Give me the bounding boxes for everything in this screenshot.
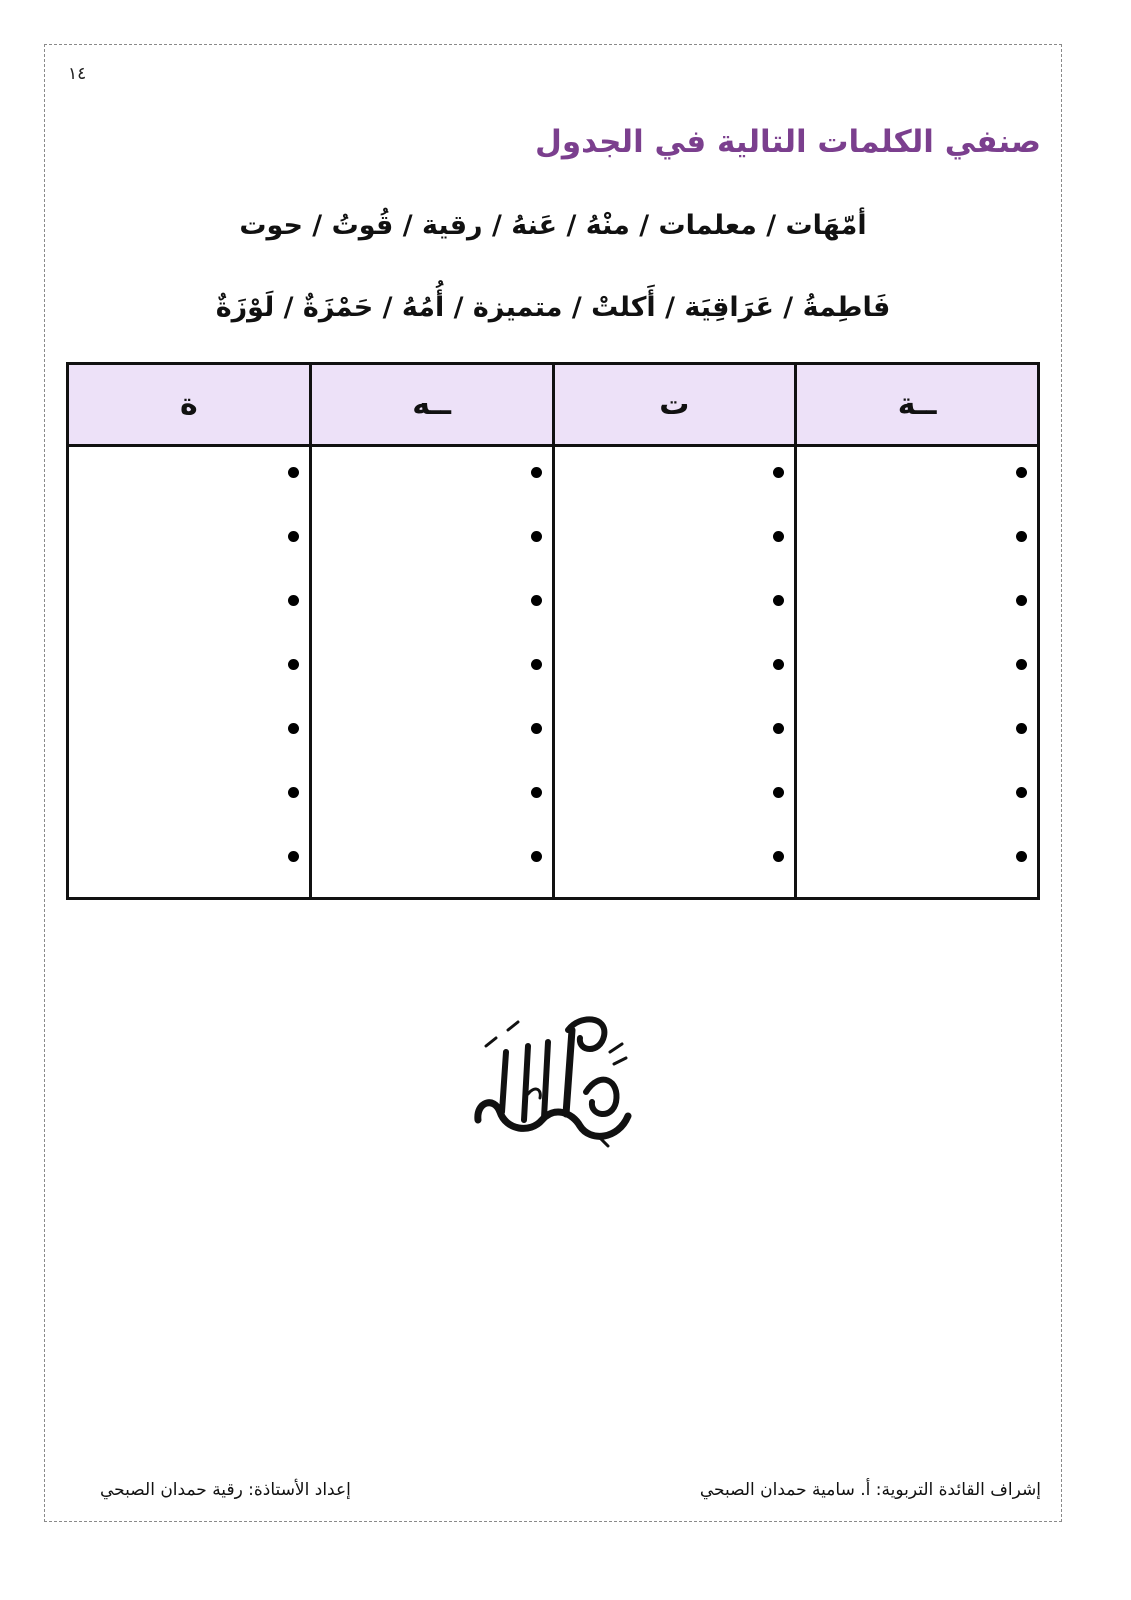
bullet-icon [288,787,299,798]
answer-slot[interactable] [797,831,1037,895]
answer-slot[interactable] [312,575,552,639]
footer-prepared-by: إعداد الأستاذة: رقية حمدان الصبحي [100,1480,351,1500]
bullet-icon [531,723,542,734]
word-list-line-2: فَاطِمةُ / عَرَاقِيَة / أَكلتْ / متميزة / أُمُهُ / حَمْزَةٌ / لَوْزَةٌ [215,292,891,323]
bullet-icon [1016,595,1027,606]
table-header-row [68,364,1039,446]
answer-slot[interactable] [312,639,552,703]
bullet-list [69,447,309,895]
bullet-icon [773,787,784,798]
answer-slot[interactable] [555,831,795,895]
header-haa-connected: ــه [310,364,553,446]
bullet-icon [531,787,542,798]
bullet-icon [288,467,299,478]
answer-slot[interactable] [69,447,309,511]
answer-slot[interactable] [312,511,552,575]
bullet-icon [773,851,784,862]
answer-slot[interactable] [69,639,309,703]
header-taa-marbuta: ة [68,364,311,446]
bullet-icon [773,531,784,542]
answer-slot[interactable] [69,575,309,639]
answer-slot[interactable] [312,703,552,767]
bullet-icon [288,531,299,542]
answer-slot[interactable] [69,831,309,895]
table-answer-row [68,446,1039,899]
footer-supervisor: إشراف القائدة التربوية: أ. سامية حمدان الصبحي [699,1480,1041,1500]
answer-slot[interactable] [555,511,795,575]
bullet-icon [1016,467,1027,478]
bullet-list [312,447,552,895]
bullet-icon [1016,723,1027,734]
bullet-icon [773,595,784,606]
bullet-icon [531,467,542,478]
answer-column[interactable] [310,446,553,899]
exercise-title: صنفي الكلمات التالية في الجدول [535,124,1041,160]
bullet-icon [288,723,299,734]
answer-slot[interactable] [555,447,795,511]
bullet-icon [773,723,784,734]
bullet-icon [1016,659,1027,670]
answer-slot[interactable] [555,575,795,639]
bullet-icon [1016,851,1027,862]
answer-slot[interactable] [312,447,552,511]
answer-slot[interactable] [312,767,552,831]
bullet-icon [288,851,299,862]
answer-column[interactable] [553,446,796,899]
bullet-icon [531,531,542,542]
answer-slot[interactable] [797,575,1037,639]
calligraphy-logo [468,1008,640,1156]
answer-slot[interactable] [797,639,1037,703]
bullet-icon [1016,531,1027,542]
header-taa: ت [553,364,796,446]
answer-slot[interactable] [797,767,1037,831]
bullet-icon [773,659,784,670]
bullet-icon [531,851,542,862]
sorting-table [66,362,1040,900]
word-list-line-1: أمّهَات / معلمات / منْهُ / عَنهُ / رقية / قُوتُ / حوت [239,210,867,241]
answer-slot[interactable] [69,703,309,767]
answer-slot[interactable] [797,447,1037,511]
header-taa-marbuta-connected: ــة [796,364,1039,446]
answer-slot[interactable] [797,703,1037,767]
page-number: ١٤ [68,64,87,84]
answer-slot[interactable] [312,831,552,895]
bullet-list [555,447,795,895]
bullet-icon [531,595,542,606]
answer-column[interactable] [796,446,1039,899]
answer-column[interactable] [68,446,311,899]
answer-slot[interactable] [555,639,795,703]
answer-slot[interactable] [69,511,309,575]
bullet-list [797,447,1037,895]
bullet-icon [288,595,299,606]
bullet-icon [288,659,299,670]
answer-slot[interactable] [797,511,1037,575]
bullet-icon [1016,787,1027,798]
bullet-icon [531,659,542,670]
bullet-icon [773,467,784,478]
answer-slot[interactable] [555,767,795,831]
answer-slot[interactable] [69,767,309,831]
answer-slot[interactable] [555,703,795,767]
